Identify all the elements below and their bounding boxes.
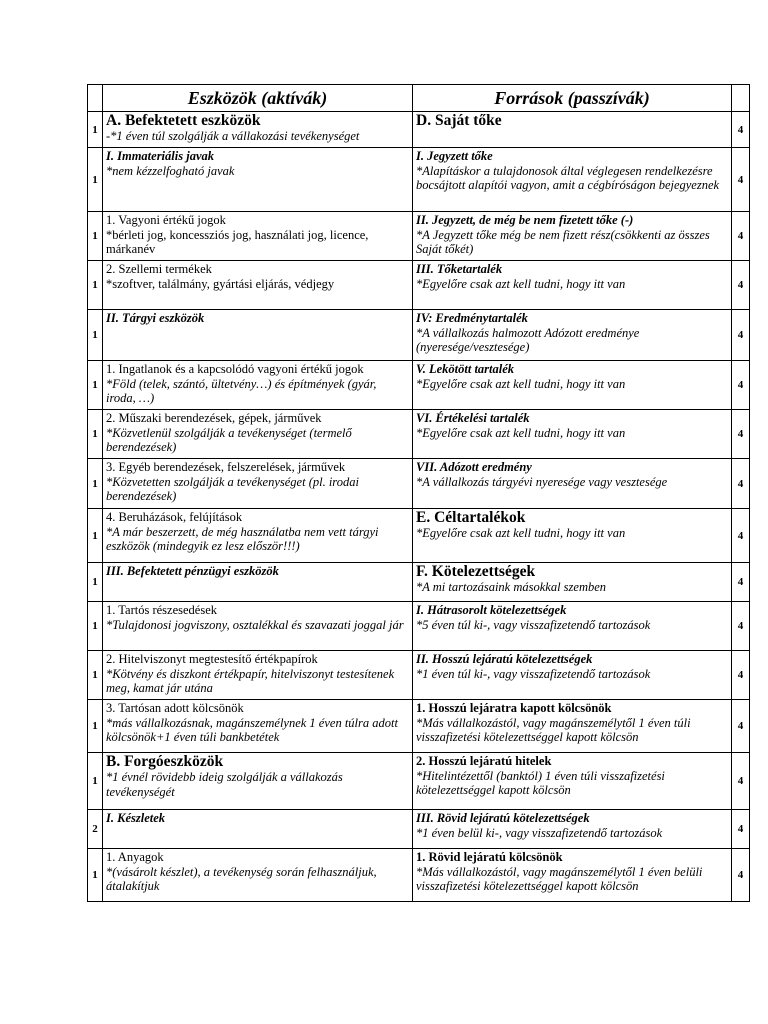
liability-cell: [413, 700, 732, 753]
asset-cell: [103, 602, 413, 651]
right-row-number: 4: [732, 509, 750, 563]
left-row-number: 1: [88, 563, 103, 602]
liability-title: F. Kötelezettségek: [416, 563, 536, 580]
asset-cell: [103, 700, 413, 753]
liability-cell: [413, 148, 732, 212]
liability-cell: [413, 361, 732, 410]
liability-description: *1 éven túl ki-, vagy visszafizetendő tartozások: [416, 666, 651, 681]
liability-title: D. Saját tőke: [416, 112, 502, 129]
left-row-number: 1: [88, 651, 103, 700]
liability-description: *1 éven belül ki-, vagy visszafizetendő tartozások: [416, 825, 663, 840]
right-row-number: 4: [732, 361, 750, 410]
asset-title: 3. Tartósan adott kölcsönök: [106, 701, 244, 715]
table-row: [88, 410, 750, 459]
asset-cell: [103, 509, 413, 563]
table-row: [88, 212, 750, 261]
table-row: [88, 602, 750, 651]
asset-title: 2. Műszaki berendezések, gépek, járművek: [106, 411, 322, 425]
table-row: [88, 849, 750, 902]
liability-cell: [413, 849, 732, 902]
asset-title: 3. Egyéb berendezések, felszerelések, járművek: [106, 460, 346, 474]
liability-title: VI. Értékelési tartalék: [416, 411, 530, 425]
left-row-number: 2: [88, 810, 103, 849]
right-row-number: 4: [732, 112, 750, 148]
liability-cell: [413, 212, 732, 261]
table-row: [88, 361, 750, 410]
asset-description: *nem kézzelfogható javak: [106, 163, 235, 178]
asset-cell: [103, 410, 413, 459]
liability-cell: [413, 310, 732, 361]
liability-title: 1. Hosszú lejáratra kapott kölcsönök: [416, 701, 612, 715]
table-row: [88, 651, 750, 700]
assets-header: Eszközök (aktívák): [103, 85, 413, 112]
asset-description: *Föld (telek, szántó, ültetvény…) és építmények (gyár, iroda, …): [106, 376, 377, 405]
header-row: [88, 85, 750, 112]
left-row-number: 1: [88, 212, 103, 261]
asset-description: *szoftver, találmány, gyártási eljárás, védjegy: [106, 276, 335, 291]
right-row-number: 4: [732, 410, 750, 459]
liability-description: *Más vállalkozástól, vagy magánszemélytől 1 éven belüli visszafizetési kötelezettséggel kapott kölcsön: [416, 864, 703, 893]
liability-cell: [413, 602, 732, 651]
liability-title: I. Hátrasorolt kötelezettségek: [416, 603, 567, 617]
balance-sheet-table-wrapper: [87, 84, 749, 902]
left-row-number: 1: [88, 410, 103, 459]
left-row-number: 1: [88, 148, 103, 212]
liability-cell: [413, 261, 732, 310]
asset-description: *A már beszerzett, de még használatba nem vett tárgyi eszközök (mindegyik ez lesz először!!!): [106, 524, 379, 553]
asset-cell: [103, 310, 413, 361]
table-row: [88, 459, 750, 509]
right-row-number: 4: [732, 310, 750, 361]
asset-title: III. Befektetett pénzügyi eszközök: [106, 564, 279, 578]
right-row-number: 4: [732, 651, 750, 700]
liability-title: 2. Hosszú lejáratú hitelek: [416, 754, 552, 768]
right-row-number: 4: [732, 148, 750, 212]
asset-title: I. Készletek: [106, 811, 166, 825]
liability-title: E. Céltartalékok: [416, 509, 526, 526]
liability-cell: [413, 459, 732, 509]
asset-cell: [103, 148, 413, 212]
asset-description: *Kötvény és diszkont értékpapír, hitelviszonyt testesítenek meg, kamat jár utána: [106, 666, 395, 695]
left-row-number: 1: [88, 849, 103, 902]
left-row-number: 1: [88, 261, 103, 310]
asset-description: *bérleti jog, koncessziós jog, használati jog, licence, márkanév: [106, 227, 369, 256]
left-row-number: 1: [88, 753, 103, 810]
table-row: [88, 563, 750, 602]
asset-description: *Közvetlenül szolgálják a tevékenységet (termelő berendezések): [106, 425, 352, 454]
asset-title: 1. Tartós részesedések: [106, 603, 218, 617]
asset-cell: [103, 261, 413, 310]
right-row-number: 4: [732, 753, 750, 810]
left-row-number: 1: [88, 112, 103, 148]
liability-description: *A mi tartozásaink másokkal szemben: [416, 580, 607, 594]
right-row-number: 4: [732, 849, 750, 902]
table-row: [88, 261, 750, 310]
asset-cell: [103, 459, 413, 509]
liability-description: *A vállalkozás halmozott Adózott eredménye (nyeresége/vesztesége): [416, 325, 640, 354]
left-row-number: 1: [88, 361, 103, 410]
liability-cell: [413, 810, 732, 849]
right-row-number: 4: [732, 459, 750, 509]
asset-description: *Tulajdonosi jogviszony, osztalékkal és szavazati joggal jár: [106, 617, 404, 632]
liability-title: VII. Adózott eredmény: [416, 460, 532, 474]
right-row-number: 4: [732, 261, 750, 310]
table-row: [88, 810, 750, 849]
liability-title: II. Hosszú lejáratú kötelezettségek: [416, 652, 593, 666]
asset-description: *(vásárolt készlet), a tevékenység során felhasználjuk, átalakítjuk: [106, 864, 377, 893]
liability-cell: [413, 753, 732, 810]
liability-description: *Más vállalkozástól, vagy magánszemélytől 1 éven túli visszafizetési kötelezettséggel kapott kölcsön: [416, 715, 691, 744]
liability-description: *5 éven túl ki-, vagy visszafizetendő tartozások: [416, 617, 651, 632]
liability-description: *Egyelőre csak azt kell tudni, hogy itt van: [416, 526, 626, 540]
table-row: [88, 509, 750, 563]
liabilities-header: Források (passzívák): [413, 85, 732, 112]
liability-cell: [413, 509, 732, 563]
liability-cell: [413, 112, 732, 148]
asset-cell: [103, 563, 413, 602]
asset-description: *más vállalkozásnak, magánszemélynek 1 éven túlra adott kölcsönök+1 éven túli bankbetétek: [106, 715, 398, 744]
table-row: [88, 112, 750, 148]
asset-description: *1 évnél rövidebb ideig szolgálják a vállakozás tevékenységét: [106, 770, 343, 799]
asset-title: II. Tárgyi eszközök: [106, 311, 205, 325]
asset-title: 2. Hitelviszonyt megtestesítő értékpapírok: [106, 652, 318, 666]
asset-title: 1. Vagyoni értékű jogok: [106, 213, 226, 227]
liability-description: *Egyelőre csak azt kell tudni, hogy itt van: [416, 376, 626, 391]
asset-description: *Közvetetten szolgálják a tevékenységet (pl. irodai berendezések): [106, 474, 359, 503]
header-spacer-left: [88, 85, 103, 112]
liability-description: *A Jegyzett tőke még be nem fizett rész(csökkenti az összes Saját tőkét): [416, 227, 710, 256]
liability-title: IV: Eredménytartalék: [416, 311, 528, 325]
left-row-number: 1: [88, 700, 103, 753]
header-spacer-right: [732, 85, 750, 112]
asset-cell: [103, 651, 413, 700]
liability-cell: [413, 410, 732, 459]
liability-description: *Alapításkor a tulajdonosok által véglegesen rendelkezésre bocsájtott alapítói vagyon, amit a cégbíróságon bejegyeznek: [416, 163, 720, 192]
table-row: [88, 700, 750, 753]
left-row-number: 1: [88, 459, 103, 509]
table-row: [88, 148, 750, 212]
asset-title: A. Befektetett eszközök: [106, 112, 261, 129]
asset-cell: [103, 849, 413, 902]
liability-description: *Egyelőre csak azt kell tudni, hogy itt van: [416, 425, 626, 440]
liability-description: *Hitelintézettől (banktól) 1 éven túli visszafizetési kötelezettséggel kapott kölcsön: [416, 768, 665, 797]
liability-title: II. Jegyzett, de még be nem fizetett tőke (-): [416, 213, 634, 227]
asset-title: I. Immateriális javak: [106, 149, 214, 163]
left-row-number: 1: [88, 509, 103, 563]
liability-title: V. Lekötött tartalék: [416, 362, 515, 376]
liability-description: *Egyelőre csak azt kell tudni, hogy itt van: [416, 276, 626, 291]
table-row: [88, 310, 750, 361]
liability-title: III. Rövid lejáratú kötelezettségek: [416, 811, 590, 825]
left-row-number: 1: [88, 310, 103, 361]
asset-title: 2. Szellemi termékek: [106, 262, 212, 276]
liability-description: *A vállalkozás tárgyévi nyeresége vagy vesztesége: [416, 474, 668, 489]
right-row-number: 4: [732, 563, 750, 602]
asset-cell: [103, 112, 413, 148]
asset-cell: [103, 753, 413, 810]
balance-sheet-body: [88, 112, 750, 902]
asset-cell: [103, 361, 413, 410]
asset-cell: [103, 810, 413, 849]
asset-title: 1. Ingatlanok és a kapcsolódó vagyoni értékű jogok: [106, 362, 364, 376]
asset-description: -*1 éven túl szolgálják a vállakozási tevékenységet: [106, 129, 360, 143]
left-row-number: 1: [88, 602, 103, 651]
liability-title: 1. Rövid lejáratú kölcsönök: [416, 850, 563, 864]
right-row-number: 4: [732, 602, 750, 651]
liability-title: III. Tőketartalék: [416, 262, 503, 276]
liability-cell: [413, 563, 732, 602]
liability-cell: [413, 651, 732, 700]
right-row-number: 4: [732, 700, 750, 753]
table-row: [88, 753, 750, 810]
asset-cell: [103, 212, 413, 261]
right-row-number: 4: [732, 810, 750, 849]
liability-title: I. Jegyzett tőke: [416, 149, 493, 163]
balance-sheet-table: [87, 84, 750, 902]
asset-title: B. Forgóeszközök: [106, 753, 224, 770]
asset-title: 1. Anyagok: [106, 850, 164, 864]
right-row-number: 4: [732, 212, 750, 261]
asset-title: 4. Beruházások, felújítások: [106, 510, 243, 524]
